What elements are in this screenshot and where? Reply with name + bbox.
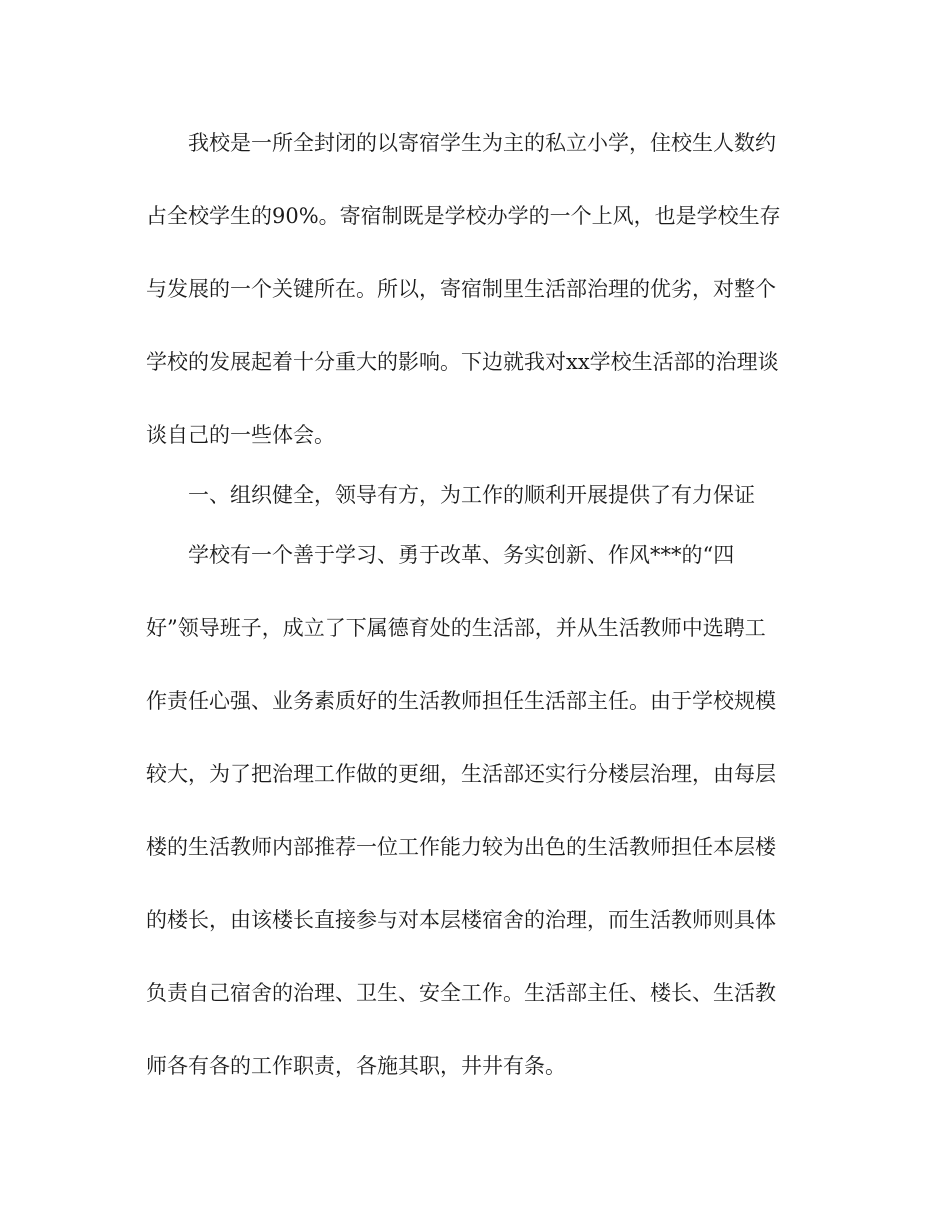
paragraph-1-line-4: 学校的发展起着十分重大的影响。下边就我对xx学校生活部的治理谈 [146, 350, 779, 374]
paragraph-2-line-3: 作责任心强、业务素质好的生活教师担任生活部主任。由于学校规模 [146, 689, 776, 713]
paragraph-2-line-5: 楼的生活教师内部推荐一位工作能力较为出色的生活教师担任本层楼 [146, 835, 776, 859]
paragraph-2-line-7: 负责自己宿舍的治理、卫生、安全工作。生活部主任、楼长、生活教 [146, 981, 776, 1005]
paragraph-1-line-3: 与发展的一个关键所在。所以，寄宿制里生活部治理的优劣，对整个 [146, 277, 776, 301]
section-heading-1: 一、组织健全，领导有方，为工作的顺利开展提供了有力保证 [188, 483, 755, 507]
paragraph-2-line-8: 师各有各的工作职责，各施其职，井井有条。 [146, 1054, 566, 1078]
paragraph-1-line-1: 我校是一所全封闭的以寄宿学生为主的私立小学，住校生人数约 [188, 131, 776, 155]
paragraph-2-line-4: 较大，为了把治理工作做的更细，生活部还实行分楼层治理，由每层 [146, 762, 776, 786]
paragraph-2-line-1: 学校有一个善于学习、勇于改革、务实创新、作风***的“四 [188, 543, 735, 567]
paragraph-2-line-6: 的楼长，由该楼长直接参与对本层楼宿舍的治理，而生活教师则具体 [146, 908, 776, 932]
paragraph-1-line-5: 谈自己的一些体会。 [146, 423, 335, 447]
paragraph-2-line-2: 好”领导班子，成立了下属德育处的生活部，并从生活教师中选聘工 [146, 616, 766, 640]
paragraph-1-line-2: 占全校学生的90%。寄宿制既是学校办学的一个上风，也是学校生存 [146, 204, 781, 228]
